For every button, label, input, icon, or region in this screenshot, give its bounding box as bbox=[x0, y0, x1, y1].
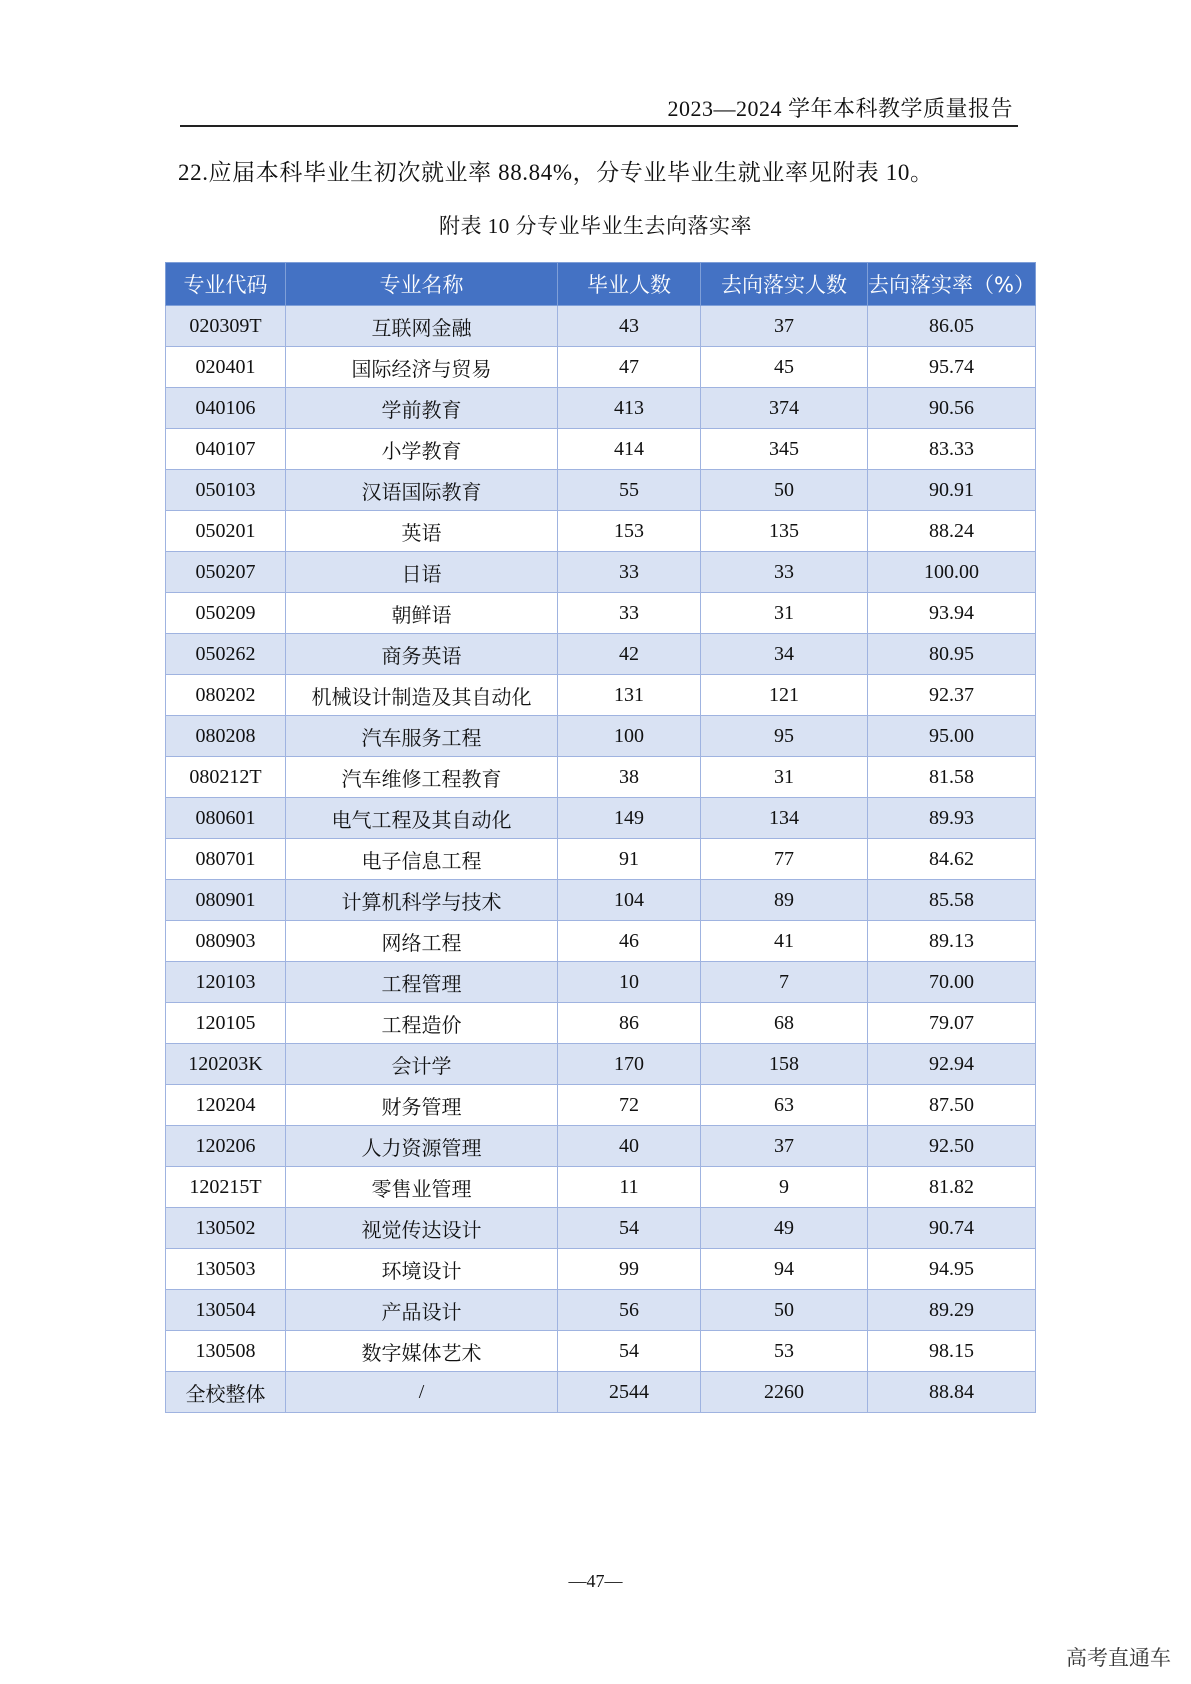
placed-header: 去向落实人数 bbox=[701, 263, 868, 306]
placed-cell: 34 bbox=[701, 634, 868, 675]
major-code-cell: 020401 bbox=[166, 347, 286, 388]
major-name-cell: 英语 bbox=[286, 511, 558, 552]
major-name-cell: 汽车维修工程教育 bbox=[286, 757, 558, 798]
major-name-cell: 环境设计 bbox=[286, 1249, 558, 1290]
major-name-cell: 数字媒体艺术 bbox=[286, 1331, 558, 1372]
graduates-cell: 2544 bbox=[558, 1372, 701, 1413]
major-name-cell: 小学教育 bbox=[286, 429, 558, 470]
placed-cell: 134 bbox=[701, 798, 868, 839]
placement-rate-cell: 92.37 bbox=[868, 675, 1036, 716]
table-row bbox=[166, 634, 1036, 675]
major-code-cell: 040106 bbox=[166, 388, 286, 429]
placement-rate-cell: 93.94 bbox=[868, 593, 1036, 634]
placement-rate-cell: 87.50 bbox=[868, 1085, 1036, 1126]
graduates-cell: 100 bbox=[558, 716, 701, 757]
table-row bbox=[166, 470, 1036, 511]
major-code-cell: 080601 bbox=[166, 798, 286, 839]
graduates-cell: 91 bbox=[558, 839, 701, 880]
graduates-cell: 149 bbox=[558, 798, 701, 839]
placed-cell: 33 bbox=[701, 552, 868, 593]
placement-rate-header: 去向落实率（%） bbox=[868, 263, 1036, 306]
placed-cell: 63 bbox=[701, 1085, 868, 1126]
major-code-cell: 120215T bbox=[166, 1167, 286, 1208]
placement-rate-cell: 95.00 bbox=[868, 716, 1036, 757]
major-name-cell: 工程造价 bbox=[286, 1003, 558, 1044]
table-row bbox=[166, 716, 1036, 757]
table-row bbox=[166, 1085, 1036, 1126]
placement-rate-cell: 83.33 bbox=[868, 429, 1036, 470]
major-code-cell: 080202 bbox=[166, 675, 286, 716]
placed-cell: 374 bbox=[701, 388, 868, 429]
major-name-cell: 商务英语 bbox=[286, 634, 558, 675]
table-row bbox=[166, 347, 1036, 388]
table-header-row bbox=[166, 263, 1036, 306]
major-name-cell: 互联网金融 bbox=[286, 306, 558, 347]
placed-cell: 7 bbox=[701, 962, 868, 1003]
placement-rate-cell: 90.56 bbox=[868, 388, 1036, 429]
major-code-cell: 130508 bbox=[166, 1331, 286, 1372]
major-code-cell: 080901 bbox=[166, 880, 286, 921]
table-row bbox=[166, 593, 1036, 634]
table-row bbox=[166, 1290, 1036, 1331]
major-name-cell: / bbox=[286, 1372, 558, 1413]
graduates-cell: 11 bbox=[558, 1167, 701, 1208]
table-row bbox=[166, 1167, 1036, 1208]
header-divider bbox=[180, 125, 1018, 127]
placement-rate-cell: 80.95 bbox=[868, 634, 1036, 675]
placed-cell: 68 bbox=[701, 1003, 868, 1044]
placed-cell: 37 bbox=[701, 1126, 868, 1167]
major-code-cell: 120203K bbox=[166, 1044, 286, 1085]
table-row bbox=[166, 962, 1036, 1003]
major-code-cell: 020309T bbox=[166, 306, 286, 347]
major-code-cell: 080208 bbox=[166, 716, 286, 757]
major-code-cell: 050209 bbox=[166, 593, 286, 634]
table-row bbox=[166, 1044, 1036, 1085]
placement-rate-cell: 86.05 bbox=[868, 306, 1036, 347]
graduates-cell: 54 bbox=[558, 1208, 701, 1249]
placement-rate-cell: 100.00 bbox=[868, 552, 1036, 593]
graduates-cell: 55 bbox=[558, 470, 701, 511]
placed-cell: 50 bbox=[701, 1290, 868, 1331]
table-row bbox=[166, 839, 1036, 880]
placed-cell: 37 bbox=[701, 306, 868, 347]
major-code-cell: 130504 bbox=[166, 1290, 286, 1331]
major-code-cell: 050201 bbox=[166, 511, 286, 552]
placement-rate-cell: 90.74 bbox=[868, 1208, 1036, 1249]
placement-rate-cell: 70.00 bbox=[868, 962, 1036, 1003]
major-code-header: 专业代码 bbox=[166, 263, 286, 306]
placed-cell: 345 bbox=[701, 429, 868, 470]
graduates-cell: 38 bbox=[558, 757, 701, 798]
table-row bbox=[166, 1249, 1036, 1290]
graduates-cell: 86 bbox=[558, 1003, 701, 1044]
placed-cell: 121 bbox=[701, 675, 868, 716]
report-header-title: 2023—2024 学年本科教学质量报告 bbox=[667, 96, 1013, 121]
graduates-cell: 413 bbox=[558, 388, 701, 429]
graduates-cell: 99 bbox=[558, 1249, 701, 1290]
placed-cell: 89 bbox=[701, 880, 868, 921]
major-code-cell: 120206 bbox=[166, 1126, 286, 1167]
placement-rate-cell: 98.15 bbox=[868, 1331, 1036, 1372]
graduates-cell: 40 bbox=[558, 1126, 701, 1167]
graduates-cell: 104 bbox=[558, 880, 701, 921]
major-name-cell: 网络工程 bbox=[286, 921, 558, 962]
table-row bbox=[166, 798, 1036, 839]
major-name-cell: 计算机科学与技术 bbox=[286, 880, 558, 921]
graduates-cell: 153 bbox=[558, 511, 701, 552]
major-name-cell: 国际经济与贸易 bbox=[286, 347, 558, 388]
graduates-cell: 56 bbox=[558, 1290, 701, 1331]
major-code-cell: 120103 bbox=[166, 962, 286, 1003]
major-code-cell: 050103 bbox=[166, 470, 286, 511]
placement-rate-cell: 79.07 bbox=[868, 1003, 1036, 1044]
placed-cell: 9 bbox=[701, 1167, 868, 1208]
placed-cell: 77 bbox=[701, 839, 868, 880]
major-name-cell: 朝鲜语 bbox=[286, 593, 558, 634]
placed-cell: 94 bbox=[701, 1249, 868, 1290]
major-name-cell: 会计学 bbox=[286, 1044, 558, 1085]
placement-rate-cell: 94.95 bbox=[868, 1249, 1036, 1290]
graduates-cell: 54 bbox=[558, 1331, 701, 1372]
graduates-cell: 46 bbox=[558, 921, 701, 962]
graduates-cell: 10 bbox=[558, 962, 701, 1003]
major-code-cell: 全校整体 bbox=[166, 1372, 286, 1413]
major-code-cell: 130503 bbox=[166, 1249, 286, 1290]
intro-paragraph: 22.应届本科毕业生初次就业率 88.84%，分专业毕业生就业率见附表 10。 bbox=[178, 160, 934, 185]
table-row bbox=[166, 1331, 1036, 1372]
placement-rate-cell: 95.74 bbox=[868, 347, 1036, 388]
major-name-cell: 零售业管理 bbox=[286, 1167, 558, 1208]
major-name-cell: 产品设计 bbox=[286, 1290, 558, 1331]
graduates-cell: 131 bbox=[558, 675, 701, 716]
major-name-cell: 工程管理 bbox=[286, 962, 558, 1003]
major-code-cell: 080212T bbox=[166, 757, 286, 798]
placed-cell: 135 bbox=[701, 511, 868, 552]
placed-cell: 2260 bbox=[701, 1372, 868, 1413]
major-code-cell: 120105 bbox=[166, 1003, 286, 1044]
major-code-cell: 120204 bbox=[166, 1085, 286, 1126]
table-row bbox=[166, 429, 1036, 470]
table-row bbox=[166, 880, 1036, 921]
major-name-cell: 电气工程及其自动化 bbox=[286, 798, 558, 839]
major-name-header: 专业名称 bbox=[286, 263, 558, 306]
placement-rate-cell: 90.91 bbox=[868, 470, 1036, 511]
table-row bbox=[166, 388, 1036, 429]
table-row bbox=[166, 552, 1036, 593]
major-name-cell: 学前教育 bbox=[286, 388, 558, 429]
placement-rate-cell: 88.84 bbox=[868, 1372, 1036, 1413]
table-row bbox=[166, 675, 1036, 716]
placed-cell: 41 bbox=[701, 921, 868, 962]
major-code-cell: 040107 bbox=[166, 429, 286, 470]
major-name-cell: 机械设计制造及其自动化 bbox=[286, 675, 558, 716]
major-code-cell: 080701 bbox=[166, 839, 286, 880]
graduates-header: 毕业人数 bbox=[558, 263, 701, 306]
employment-rate-table bbox=[165, 262, 1036, 1413]
placement-rate-cell: 88.24 bbox=[868, 511, 1036, 552]
placement-rate-cell: 89.93 bbox=[868, 798, 1036, 839]
major-code-cell: 130502 bbox=[166, 1208, 286, 1249]
table-row bbox=[166, 1208, 1036, 1249]
table-row bbox=[166, 306, 1036, 347]
placement-rate-cell: 84.62 bbox=[868, 839, 1036, 880]
placement-rate-cell: 81.58 bbox=[868, 757, 1036, 798]
placed-cell: 45 bbox=[701, 347, 868, 388]
placed-cell: 53 bbox=[701, 1331, 868, 1372]
placed-cell: 158 bbox=[701, 1044, 868, 1085]
table-caption: 附表 10 分专业毕业生去向落实率 bbox=[439, 214, 752, 238]
graduates-cell: 43 bbox=[558, 306, 701, 347]
table-row bbox=[166, 921, 1036, 962]
table-row bbox=[166, 1126, 1036, 1167]
placed-cell: 49 bbox=[701, 1208, 868, 1249]
major-name-cell: 电子信息工程 bbox=[286, 839, 558, 880]
placement-rate-cell: 85.58 bbox=[868, 880, 1036, 921]
graduates-cell: 72 bbox=[558, 1085, 701, 1126]
page-number: —47— bbox=[568, 1571, 623, 1591]
placed-cell: 31 bbox=[701, 593, 868, 634]
placement-rate-cell: 92.94 bbox=[868, 1044, 1036, 1085]
placement-rate-cell: 81.82 bbox=[868, 1167, 1036, 1208]
table-row bbox=[166, 757, 1036, 798]
table-row bbox=[166, 1372, 1036, 1413]
graduates-cell: 414 bbox=[558, 429, 701, 470]
table-body bbox=[166, 306, 1036, 1413]
graduates-cell: 42 bbox=[558, 634, 701, 675]
major-code-cell: 050207 bbox=[166, 552, 286, 593]
major-code-cell: 050262 bbox=[166, 634, 286, 675]
placement-rate-cell: 92.50 bbox=[868, 1126, 1036, 1167]
major-name-cell: 日语 bbox=[286, 552, 558, 593]
major-code-cell: 080903 bbox=[166, 921, 286, 962]
graduates-cell: 47 bbox=[558, 347, 701, 388]
placed-cell: 31 bbox=[701, 757, 868, 798]
graduates-cell: 33 bbox=[558, 593, 701, 634]
major-name-cell: 汽车服务工程 bbox=[286, 716, 558, 757]
graduates-cell: 33 bbox=[558, 552, 701, 593]
major-name-cell: 视觉传达设计 bbox=[286, 1208, 558, 1249]
placed-cell: 95 bbox=[701, 716, 868, 757]
major-name-cell: 人力资源管理 bbox=[286, 1126, 558, 1167]
table-row bbox=[166, 1003, 1036, 1044]
major-name-cell: 汉语国际教育 bbox=[286, 470, 558, 511]
major-name-cell: 财务管理 bbox=[286, 1085, 558, 1126]
watermark-text: 高考直通车 bbox=[1066, 1646, 1171, 1670]
table-row bbox=[166, 511, 1036, 552]
graduates-cell: 170 bbox=[558, 1044, 701, 1085]
placement-rate-cell: 89.29 bbox=[868, 1290, 1036, 1331]
placement-rate-cell: 89.13 bbox=[868, 921, 1036, 962]
placed-cell: 50 bbox=[701, 470, 868, 511]
